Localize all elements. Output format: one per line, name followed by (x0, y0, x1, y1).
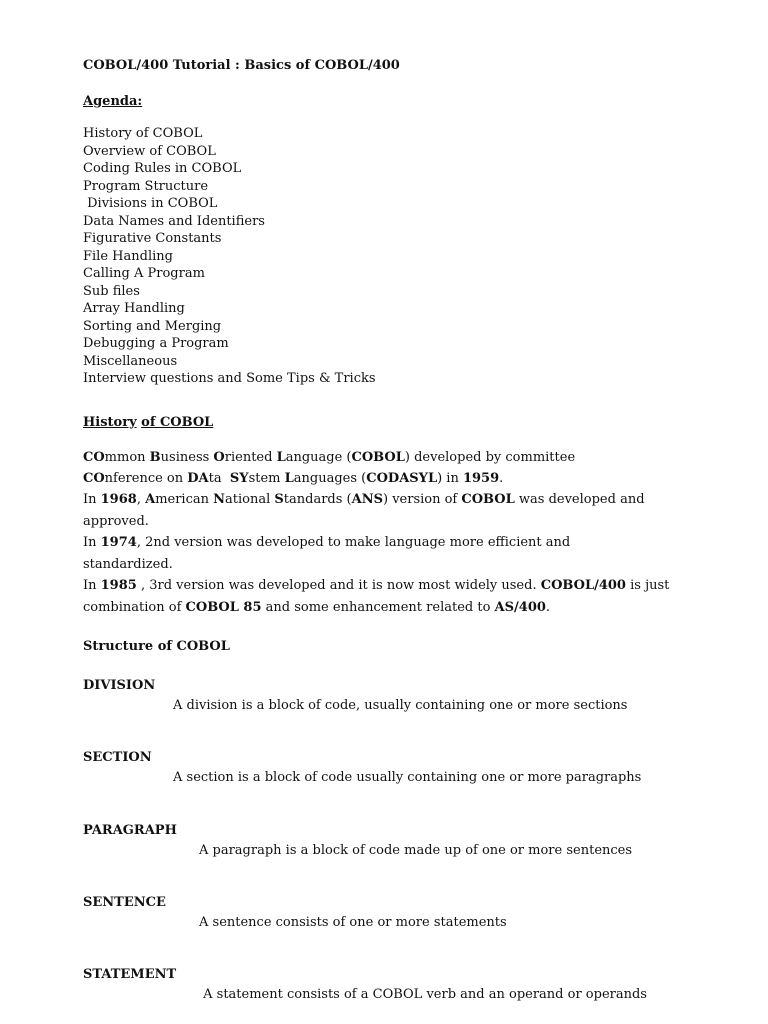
text: . (499, 471, 504, 486)
text-bold: S (274, 492, 284, 507)
structure-term-section: SECTION (83, 750, 152, 765)
text-bold: B (149, 450, 161, 465)
history-line-2 (83, 470, 503, 487)
history-heading-word: History (83, 415, 137, 430)
agenda-item: File Handling (83, 248, 173, 264)
text: nference on (104, 471, 188, 486)
text: In (83, 578, 101, 593)
text: was developed and (514, 492, 645, 507)
text: merican (155, 492, 214, 507)
text: , 3rd version was developed and it is now most widely used. (136, 578, 541, 593)
text-bold: COBOL/400 (540, 578, 626, 593)
agenda-item: Figurative Constants (83, 231, 222, 246)
text: ta (208, 471, 230, 486)
structure-desc-division: A division is a block of code, usually containing one or more sections (173, 698, 628, 713)
agenda-item: Program Structure (83, 178, 209, 194)
document-title: COBOL/400 Tutorial : Basics of COBOL/400 (83, 58, 400, 73)
history-line-7 (83, 577, 669, 594)
text-bold: L (276, 450, 286, 465)
structure-term-paragraph: PARAGRAPH (83, 823, 177, 838)
history-line-4: approved. (83, 514, 149, 529)
structure-term-division: DIVISION (83, 678, 156, 693)
text-bold: CODASYL (366, 471, 438, 486)
structure-desc-paragraph: A paragraph is a block of code made up of one or more sentences (199, 843, 633, 858)
agenda-item: Divisions in COBOL (83, 196, 218, 211)
text-bold: COBOL 85 (185, 600, 262, 615)
text-bold: CO (83, 450, 105, 465)
history-line-3 (83, 491, 645, 508)
text: anguages ( (293, 471, 367, 486)
agenda-item: Miscellaneous (83, 353, 178, 369)
text-bold: COBOL (351, 450, 405, 465)
text-bold: 1968 (100, 492, 137, 507)
text: usiness (160, 450, 214, 465)
text: and some enhancement related to (261, 600, 495, 615)
agenda-item: Array Handling (83, 301, 185, 316)
text-bold: 1959 (462, 471, 500, 486)
structure-desc-statement: A statement consists of a COBOL verb and an operand or operands (199, 987, 647, 1002)
text-bold: ANS (351, 492, 383, 507)
agenda-item: Interview questions and Some Tips & Tricks (83, 371, 376, 386)
text: ) version of (382, 492, 462, 507)
structure-term-sentence: SENTENCE (83, 895, 166, 910)
text: In (83, 492, 101, 507)
text-bold: 1985 (100, 578, 137, 593)
text: tandards ( (283, 492, 352, 507)
text: riented (224, 450, 277, 465)
text: is just (625, 578, 670, 593)
history-line-8 (83, 599, 550, 616)
agenda-item: Sub files (83, 283, 140, 299)
text: mmon (104, 450, 150, 465)
text-bold: 1974 (100, 535, 137, 550)
agenda-item: Overview of COBOL (83, 143, 216, 159)
agenda-list (83, 125, 376, 388)
text: ) developed by committee (404, 450, 576, 465)
text-bold: N (213, 492, 226, 507)
text-bold: O (213, 450, 225, 465)
agenda-item: Calling A Program (83, 266, 205, 281)
agenda-item: Debugging a Program (83, 336, 229, 351)
agenda-heading: Agenda: (83, 94, 143, 109)
structure-desc-section: A section is a block of code usually containing one or more paragraphs (173, 770, 642, 785)
structure-heading: Structure of COBOL (83, 639, 230, 654)
text: anguage ( (285, 450, 352, 465)
text: , 2nd version was developed to make language more efficient and (136, 535, 571, 550)
text: ational (225, 492, 275, 507)
history-heading-rest: of COBOL (141, 415, 214, 430)
agenda-item: History of COBOL (83, 126, 203, 141)
text-bold: L (284, 471, 294, 486)
text-bold: A (145, 492, 156, 507)
text: . (545, 600, 551, 615)
structure-term-statement: STATEMENT (83, 967, 177, 982)
text-bold: DA (187, 471, 209, 486)
agenda-item: Data Names and Identifiers (83, 213, 265, 229)
text-bold: AS/400 (494, 600, 546, 615)
text: ) in (437, 471, 463, 486)
history-line-6: standardized. (83, 557, 173, 572)
text-bold: COBOL (461, 492, 515, 507)
agenda-item: Sorting and Merging (83, 318, 222, 334)
structure-desc-sentence: A sentence consists of one or more statements (199, 915, 507, 930)
text: , (136, 492, 146, 507)
history-heading (83, 414, 213, 431)
history-line-5 (83, 534, 570, 551)
text: combination of (83, 600, 186, 615)
agenda-item: Coding Rules in COBOL (83, 161, 242, 176)
text: In (83, 535, 101, 550)
text-bold: CO (83, 471, 105, 486)
text-bold: SY (229, 471, 249, 486)
text: stem (248, 471, 285, 486)
history-line-1 (83, 449, 575, 466)
